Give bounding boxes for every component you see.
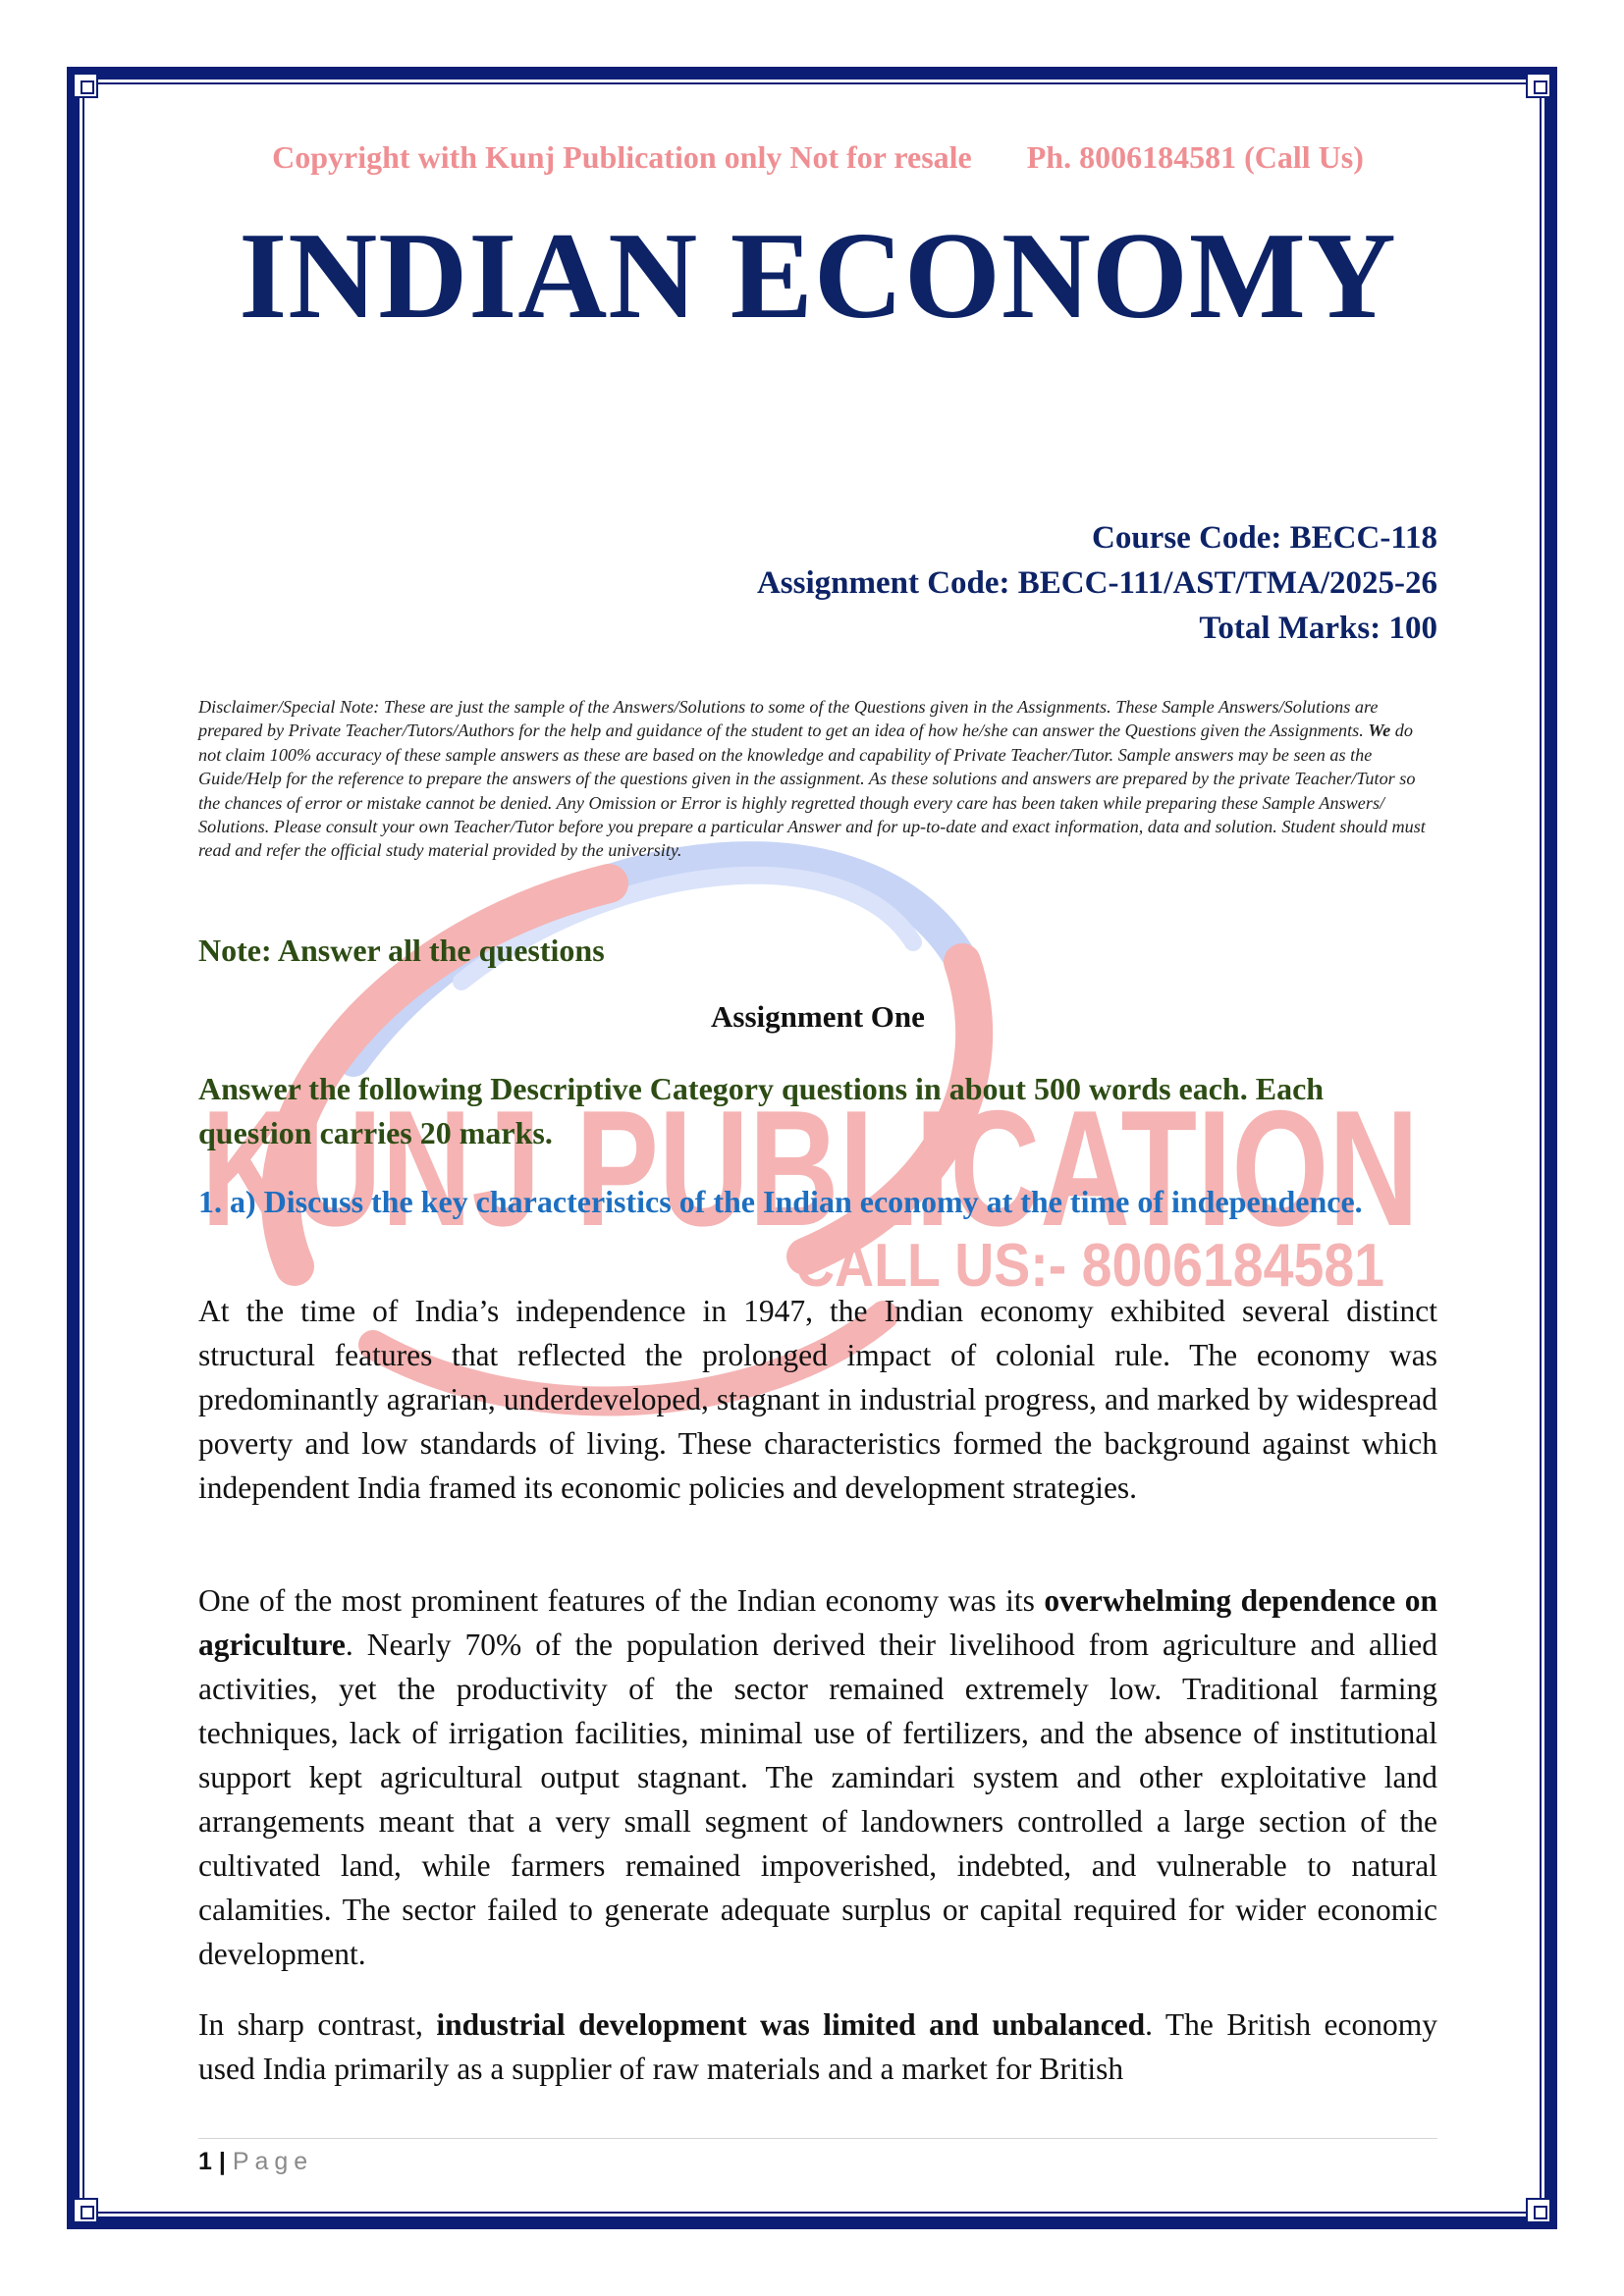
page-footer — [198, 2148, 313, 2176]
document-title: INDIAN ECONOMY — [239, 208, 1397, 345]
instructions: Answer the following Descriptive Category questions in about 500 words each. Each question carries 20 marks. — [198, 1071, 1325, 1150]
disclaimer-text-pre: Disclaimer/Special Note: These are just the sample of the Answers/Solutions to some of the Questions given in the Assignments. These Sample Answers/Solutions are prepared by Private Teacher/Tutors/Authors for the help and guidance of the student to get an idea of how he/she can answer the Questions given the Assignments. — [198, 697, 1379, 741]
page-label: Page — [232, 2148, 314, 2175]
footer-divider — [198, 2138, 1437, 2139]
paragraph-2-bold: overwhelming dependence on agriculture — [198, 1583, 1437, 1662]
disclaimer-bold-word: We — [1368, 721, 1391, 741]
border-corner-bottom-right — [1526, 2198, 1551, 2223]
border-corner-top-right — [1526, 73, 1551, 98]
course-code: Course Code: BECC-118 — [1092, 520, 1437, 556]
answer-paragraph-1: At the time of India’s independence in 1947, the Indian economy exhibited several distinct structural features that reflected the prolonged impact of colonial rule. The economy was predominantly agrarian, underdeveloped, stagnant in industrial progress, and marked by widespread poverty and low standards of living. These characteristics formed the background against which independent India framed its economic policies and development strategies. — [198, 1294, 1437, 1505]
disclaimer-text-post: do not claim 100% accuracy of these sample answers as these are based on the knowledge and capability of Private Teacher/Tutor. Sample answers may be seen as the Guide/Help for the reference to prepare the answers of the questions given in the assignment. As these solutions and answers are prepared by the private Teacher/Tutor so the chances of error or mistake cannot be denied. Any Omission or Error is highly regretted though every care has been taken while preparing these Sample Answers/ Solutions. Please consult your own Teacher/Tutor before you prepare a particular Answer and for up-to-date and exact information, data and solution. Student should must read and refer the official study material provided by the university. — [198, 721, 1426, 861]
watermark-brand: KUNJ PUBLICATION — [201, 1076, 1419, 1260]
paragraph-2-post: . Nearly 70% of the population derived their livelihood from agriculture and allied activities, yet the productivity of the sector remained extremely low. Traditional farming techniques, lack of irrigation facilities, minimal use of fertilizers, and the absence of institutional support kept agricultural output stagnant. The zamindari system and other exploitative land arrangements meant that a very small segment of landowners controlled a large section of the cultivated land, while farmers remained impoverished, indebted, and vulnerable to natural calamities. The sector failed to generate adequate surplus or capital required for wider economic development. — [198, 1628, 1437, 1971]
assignment-code: Assignment Code: BECC-111/AST/TMA/2025-26 — [756, 565, 1437, 601]
disclaimer — [198, 695, 1437, 863]
note-heading: Note: Answer all the questions — [198, 933, 605, 968]
course-codes — [757, 515, 1437, 651]
copyright-header — [198, 139, 1437, 176]
watermark-call: CALL US:- 8006184581 — [795, 1232, 1384, 1300]
answer-paragraph-3 — [198, 2002, 1437, 2091]
copyright-text: Copyright with Kunj Publication only Not for resale — [272, 139, 972, 175]
paragraph-3-bold: industrial development was limited and unbalanced — [436, 2007, 1146, 2042]
paragraph-3-post: . The British economy used India primarily as a supplier of raw materials and a market for British — [198, 2007, 1437, 2086]
border-corner-top-left — [73, 73, 98, 98]
paragraph-3-pre: In sharp contrast, — [198, 2007, 437, 2042]
phone-text: Ph. 8006184581 (Call Us) — [1026, 139, 1364, 175]
answer-paragraph-2 — [198, 1578, 1437, 1976]
page-number: 1 — [198, 2148, 212, 2175]
border-corner-bottom-left — [73, 2198, 98, 2223]
total-marks: Total Marks: 100 — [1199, 611, 1437, 646]
footer-separator: | — [218, 2148, 226, 2175]
question-1a: 1. a) Discuss the key characteristics of the Indian economy at the time of independence. — [198, 1184, 1363, 1219]
paragraph-2-pre: One of the most prominent features of the Indian economy was its — [198, 1583, 1045, 1618]
assignment-title: Assignment One — [711, 999, 925, 1034]
